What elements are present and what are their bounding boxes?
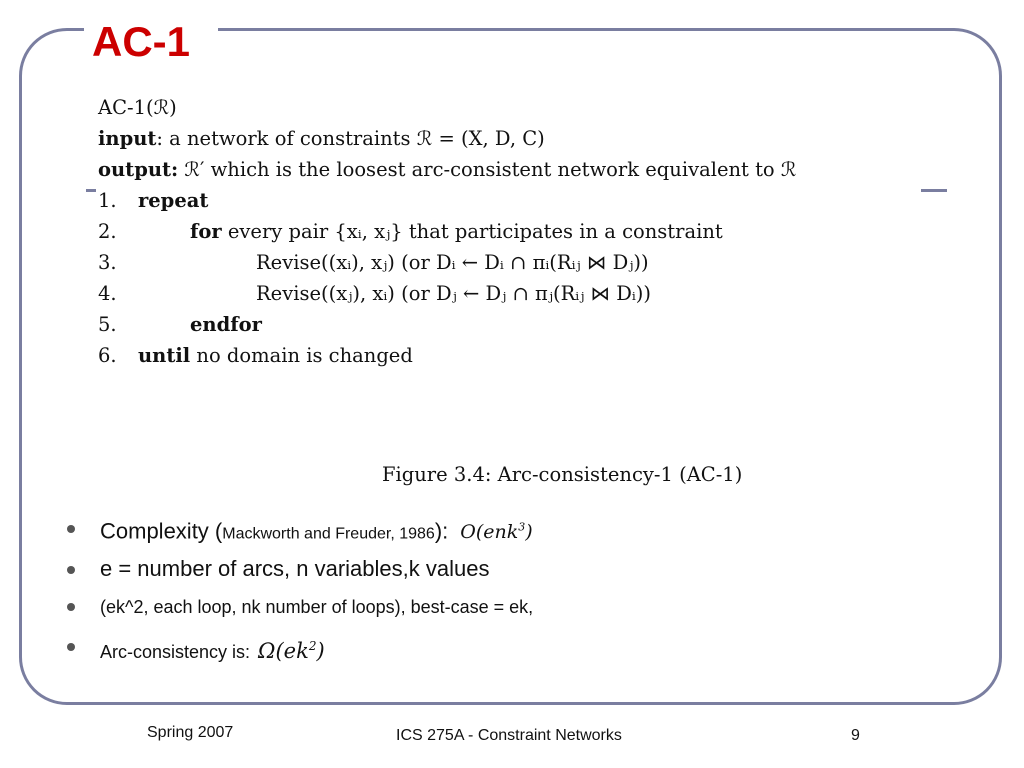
step-number: 4. <box>98 282 117 305</box>
algorithm-step-6 <box>98 340 796 371</box>
output-text: ℛ′ which is the loosest arc-consistent network equivalent to ℛ <box>178 158 797 181</box>
bullet-definitions: e = number of arcs, n variables,k values <box>66 550 966 588</box>
algorithm-figure <box>98 92 796 371</box>
footer-date: Spring 2007 <box>147 724 234 741</box>
accent-line-right <box>921 189 947 192</box>
step-text: no domain is changed <box>190 344 413 367</box>
step-text: Revise((xⱼ), xᵢ) (or Dⱼ ← Dⱼ ∩ πⱼ(Rᵢⱼ ⋈ Dᵢ)) <box>256 282 652 305</box>
complexity-formula: O(enk$^3$) <box>460 521 533 544</box>
algorithm-input-line <box>98 123 796 154</box>
algorithm-step-1 <box>98 185 796 216</box>
bullet-loop-analysis: (ek^2, each loop, nk number of loops), best-case = ek, <box>66 588 966 626</box>
step-number: 6. <box>98 344 117 367</box>
algorithm-step-4 <box>98 278 796 309</box>
bullet-complexity <box>66 508 966 550</box>
accent-line-left <box>86 189 96 192</box>
lower-bound-formula: $\Omega(ek^2)$ <box>258 639 325 663</box>
step-keyword: endfor <box>190 313 262 336</box>
step-number: 5. <box>98 313 117 336</box>
step-number: 2. <box>98 220 117 243</box>
bullet-text: Complexity ( <box>100 518 223 544</box>
step-text: Revise((xᵢ), xⱼ) (or Dᵢ ← Dᵢ ∩ πᵢ(Rᵢⱼ ⋈ Dⱼ)) <box>256 251 649 274</box>
figure-caption: Figure 3.4: Arc-consistency-1 (AC-1) <box>382 463 743 486</box>
step-keyword: until <box>138 344 191 367</box>
slide-title: AC-1 <box>92 18 191 65</box>
footer-course: ICS 275A - Constraint Networks <box>396 727 622 744</box>
algorithm-output-line <box>98 154 796 185</box>
algorithm-step-3 <box>98 247 796 278</box>
page-number: 9 <box>851 727 860 744</box>
step-number: 1. <box>98 189 117 212</box>
output-label: output: <box>98 158 179 181</box>
step-number: 3. <box>98 251 117 274</box>
algorithm-step-2 <box>98 216 796 247</box>
step-keyword: repeat <box>138 189 209 212</box>
citation: Mackworth and Freuder, 1986 <box>222 525 435 543</box>
bullet-text: Arc-consistency is: <box>100 642 251 662</box>
step-keyword: for <box>190 220 222 243</box>
algorithm-header: AC-1(ℛ) <box>98 96 177 119</box>
bullet-lower-bound <box>66 626 966 666</box>
bullet-list <box>66 508 966 666</box>
input-label: input <box>98 127 157 150</box>
input-text: : a network of constraints ℛ = (X, D, C) <box>156 127 545 150</box>
step-text: every pair {xᵢ, xⱼ} that participates in a constraint <box>221 220 723 243</box>
algorithm-step-5 <box>98 309 796 340</box>
bullet-text: ): <box>434 518 449 544</box>
